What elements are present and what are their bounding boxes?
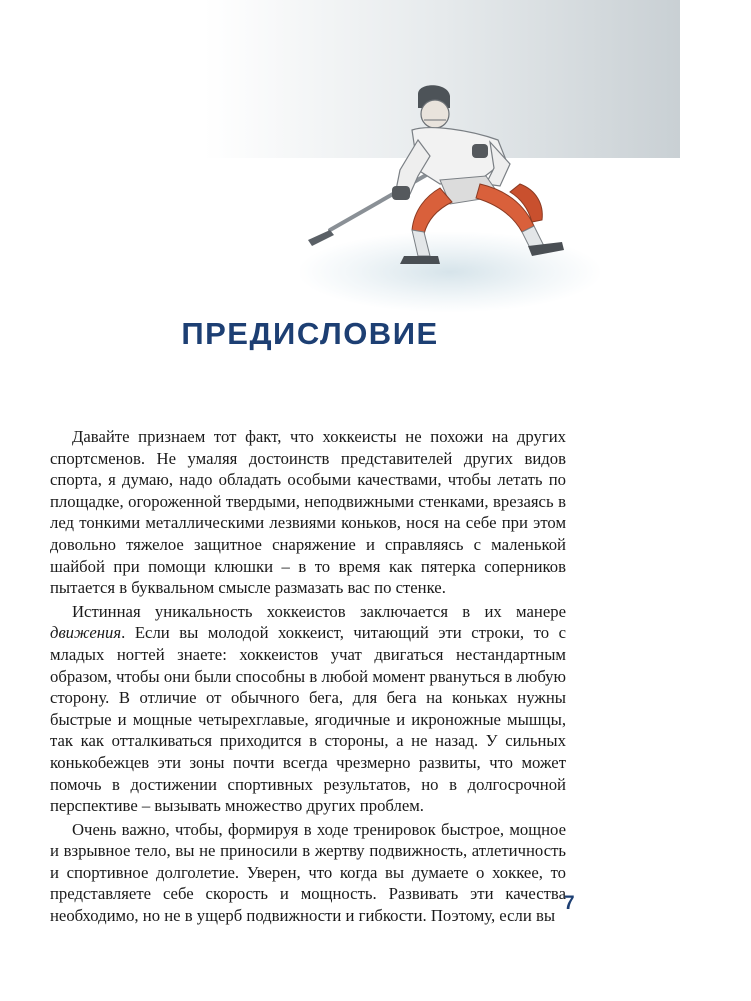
page-title: ПРЕДИСЛОВИЕ: [181, 316, 439, 351]
paragraph: [50, 601, 566, 817]
body-text: [50, 426, 566, 929]
paragraph: Давайте признаем тот факт, что хоккеисты не похожи на других спортсменов. Не умаляя достоинств представителей других видов спорта, я думаю, надо обладать особыми качествами, чтобы летать по площадке, огороженной твердыми, неподвижными стенками, врезаясь в лед тонкими металлическими лезвиями коньков, нося на себе при этом довольно тяжелое защитное снаряжение и справляясь с маленькой шайбой при помощи клюшки – в то время как пятерка соперников пытается в буквальном смысле размазать вас по стенке.: [50, 427, 566, 598]
hockey-player-illustration: [300, 80, 580, 280]
paragraph: Очень важно, чтобы, формируя в ходе тренировок быстрое, мощное и взрывное тело, вы не приносили в жертву подвижность, атлетичность и спортивное долголетие. Уверен, что когда вы думаете о хоккее, то представляете себе скорость и мощность. Развивать эти качества необходимо, но не в ущерб подвижности и гибкости. Поэтому, если вы: [50, 819, 566, 926]
paragraph-text: Истинная уникальность хоккеистов заключается в их манере: [72, 601, 566, 621]
emphasis-text: движения: [50, 623, 122, 643]
paragraph-text: . Если вы молодой хоккеист, читающий эти строки, то с младых ногтей знаете: хоккеистов учат двигаться нестандартным образом, чтобы они были способны в любой момент рвануться в любую сторону. В отличие от обычного бега, для бега на коньках нужны быстрые и мощные четырехглавые, ягодичные и икроножные мышцы, так как отталкиваться приходится в стороны, а не назад. У сильных конькобежцев эти зоны почти всегда чрезмерно развиты, что может помочь в достижении спортивных результатов, но в долгосрочной перспективе – вызывать множество других проблем.: [50, 623, 566, 816]
page-number: 7: [564, 893, 575, 914]
